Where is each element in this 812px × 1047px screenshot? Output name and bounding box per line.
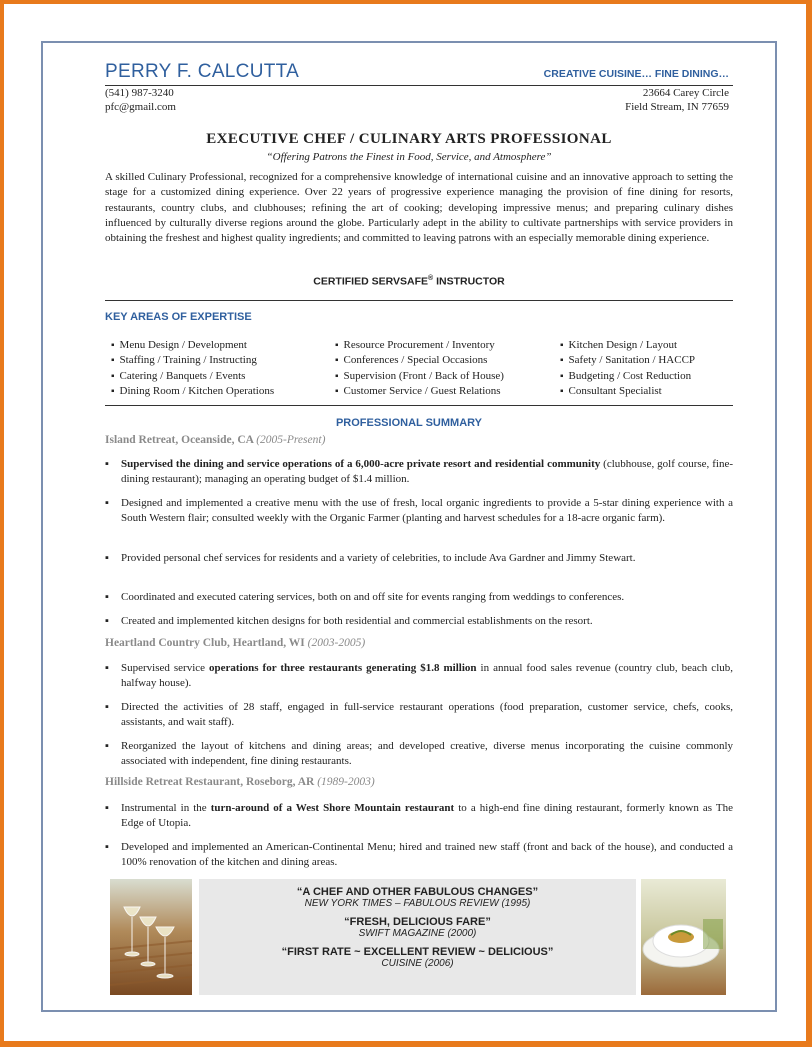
resume-subtitle: “Offering Patrons the Finest in Food, Service, and Atmosphere” — [266, 151, 552, 163]
bullet-text: Instrumental in the — [121, 802, 211, 814]
bullet-bold: Supervised the dining and service operations of a 6,000-acre private resort and residential community — [121, 458, 601, 470]
job-bullet — [105, 496, 733, 527]
expertise-column-1 — [111, 338, 274, 399]
job-bullet — [105, 801, 733, 832]
plated-dish-photo — [641, 879, 726, 995]
bullet-text: (clubhouse, golf course, fine-dining restaurant); managing an operating budget of $1.4 million. — [121, 458, 733, 486]
candidate-name: PERRY F. CALCUTTA — [105, 61, 300, 82]
expertise-item: ▪ Safety / Sanitation / HACCP — [560, 353, 695, 368]
phone-number: (541) 987-3240 — [105, 87, 174, 99]
street-address: 23664 Carey Circle — [642, 87, 729, 99]
bullet-text: Supervised service — [121, 662, 210, 674]
expertise-column-3 — [560, 338, 695, 399]
expertise-column-2 — [335, 338, 504, 399]
bullet-text: Provided personal chef services for residents and a variety of celebrities, to include Ava Gardner and Jimmy Stewart. — [121, 552, 636, 564]
expertise-item: ▪ Customer Service / Guest Relations — [335, 384, 504, 399]
review-source: NEW YORK TIMES – FABULOUS REVIEW (1995) — [304, 898, 531, 909]
bullet-text: Directed the activities of 28 staff, engaged in full-service restaurant operations (food preparation, customer service, chefs, cooks, assistants, and wait staff). — [121, 701, 733, 729]
employer-heading — [105, 637, 365, 649]
bullet-text: Designed and implemented a creative menu with the use of fresh, local organic ingredients to provide a 5-star dining experience with a South Western flair; consulted weekly with the Organic Farmer (planting and harvest schedules for a 18-acre organic farm). — [121, 497, 733, 525]
registered-mark: ® — [428, 275, 434, 282]
header-tagline: CREATIVE CUISINE… FINE DINING… — [543, 68, 729, 80]
review-source: CUISINE (2006) — [381, 958, 454, 969]
bullet-bold: operations for three restaurants generating $1.8 million — [209, 662, 477, 674]
resume-page — [41, 41, 777, 1012]
job-bullet — [105, 614, 733, 629]
job-bullet — [105, 661, 733, 692]
section-divider — [105, 405, 733, 406]
email-address: pfc@gmail.com — [105, 101, 176, 113]
bullet-text: Developed and implemented an American-Continental Menu; hired and trained new staff (front and back of the house), and conducted a 100% renovation of the kitchen and dining areas. — [121, 841, 733, 869]
expertise-item: ▪ Dining Room / Kitchen Operations — [111, 384, 274, 399]
job-bullet — [105, 840, 733, 871]
job-bullet — [105, 700, 733, 731]
expertise-item: ▪ Kitchen Design / Layout — [560, 338, 695, 353]
expertise-item: ▪ Consultant Specialist — [560, 384, 695, 399]
expertise-item: ▪ Staffing / Training / Instructing — [111, 353, 274, 368]
employment-dates: (1989-2003) — [317, 776, 375, 788]
review-source: SWIFT MAGAZINE (2000) — [358, 928, 477, 939]
employer-name: Hillside Retreat Restaurant, Roseborg, AR — [105, 776, 315, 788]
employer-heading — [105, 434, 325, 446]
employer-name: Heartland Country Club, Heartland, WI — [105, 637, 305, 649]
employment-dates: (2005-Present) — [256, 434, 326, 446]
resume-title: EXECUTIVE CHEF / CULINARY ARTS PROFESSIONAL — [206, 131, 612, 147]
bullet-text: Created and implemented kitchen designs for both residential and commercial establishments on the resort. — [121, 615, 593, 627]
expertise-heading: KEY AREAS OF EXPERTISE — [105, 311, 252, 323]
expertise-item: ▪ Catering / Banquets / Events — [111, 369, 274, 384]
job-bullet — [105, 739, 733, 770]
review-quote: “A CHEF AND OTHER FABULOUS CHANGES” — [296, 886, 539, 898]
employment-dates: (2003-2005) — [307, 637, 366, 649]
bullet-text: Coordinated and executed catering services, both on and off site for events ranging from weddings to conferences. — [121, 591, 625, 603]
expertise-item: ▪ Conferences / Special Occasions — [335, 353, 504, 368]
press-reviews-panel — [199, 879, 636, 995]
review-quote: “FRESH, DELICIOUS FARE” — [344, 916, 491, 928]
profile-summary: A skilled Culinary Professional, recognized for a comprehensive knowledge of international cuisine and an innovative approach to setting the stage for a customized dining experience. Over 22 years of progressive experience managing the provision of fine dining for resorts, restaurants, country clubs, and clubhouses; refining the art of cooking; developing impressive menus; and preparing culinary dishes influenced by culturally diverse regions around the globe. Particularly adept in the ability to cultivate partnerships with service providers in obtaining the freshest and highest quality ingredients; and committed to leaving patrons with an especially memorable dining experience. — [105, 171, 733, 245]
job-bullet — [105, 590, 733, 605]
section-divider — [105, 300, 733, 301]
review-quote: “FIRST RATE ~ EXCELLENT REVIEW ~ DELICIOUS” — [281, 946, 554, 958]
bullet-text: to a high-end fine dining restaurant, formerly known as The Edge of Utopia. — [121, 802, 733, 830]
city-address: Field Stream, IN 77659 — [625, 101, 729, 113]
expertise-item: ▪ Menu Design / Development — [111, 338, 274, 353]
certification-name: CERTIFIED SERVSAFE — [313, 275, 428, 288]
job-bullet — [105, 551, 733, 566]
employer-heading — [105, 776, 375, 788]
header-divider — [105, 85, 733, 86]
bullet-text: Reorganized the layout of kitchens and dining areas; and developed creative, diverse menus incorporating the cuisine commonly associated with independent, fine dining restaurants. — [121, 740, 733, 768]
bullet-bold: turn-around of a West Shore Mountain restaurant — [210, 802, 455, 814]
wine-glasses-photo — [110, 879, 192, 995]
professional-summary-heading: PROFESSIONAL SUMMARY — [335, 417, 483, 429]
document-frame — [4, 4, 806, 1041]
expertise-item: ▪ Supervision (Front / Back of House) — [335, 369, 504, 384]
expertise-item: ▪ Budgeting / Cost Reduction — [560, 369, 695, 384]
job-bullet — [105, 457, 733, 488]
employer-name: Island Retreat, Oceanside, CA — [105, 434, 254, 446]
certification-role: INSTRUCTOR — [433, 275, 505, 288]
bullet-text: in annual food sales revenue (country club, beach club, halfway house). — [121, 662, 733, 690]
expertise-item: ▪ Resource Procurement / Inventory — [335, 338, 504, 353]
certification — [43, 275, 775, 288]
